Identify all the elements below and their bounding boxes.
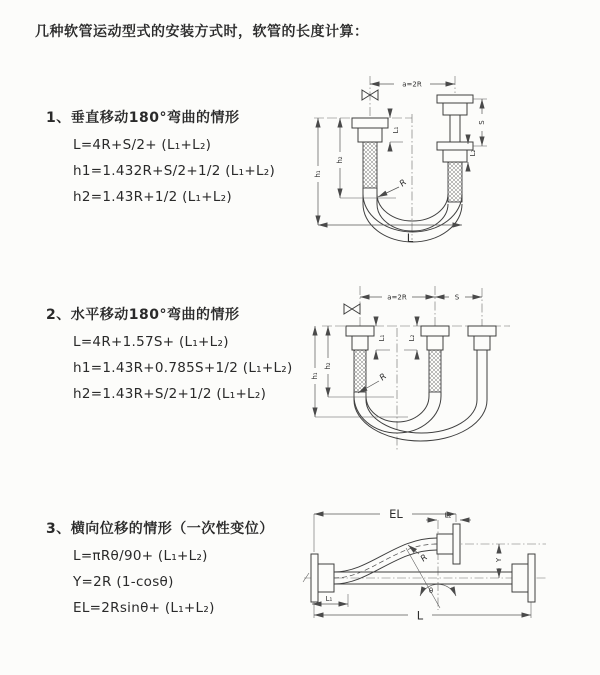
dimension-lines: [312, 507, 531, 623]
formula-h1: h1=1.43R+0.785S+1/2 (L₁+L₂): [73, 360, 293, 376]
dim-label-h2: h₂: [324, 362, 332, 370]
dim-label-l: L: [416, 608, 424, 623]
dim-label-theta: θ: [428, 587, 434, 595]
braided-sections: [354, 350, 441, 392]
dim-label-y: Y: [495, 557, 503, 563]
section-horizontal-movement: [46, 305, 293, 412]
formula-length: L=4R+S/2+ (L₁+L₂): [73, 137, 212, 153]
dim-label-h2: h₂: [336, 156, 344, 164]
dim-label-l2: L₂: [408, 334, 416, 342]
page-title: 几种软管运动型式的安装方式时，软管的长度计算：: [35, 24, 369, 40]
formula-el: EL=2Rsinθ+ (L₁+L₂): [73, 600, 215, 616]
dim-label-r: R: [397, 177, 409, 190]
dim-label-s: S: [478, 120, 486, 125]
section-heading: 2、水平移动180°弯曲的情形: [46, 307, 240, 323]
formula-h2: h2=1.43R+S/2+1/2 (L₁+L₂): [73, 386, 267, 402]
dim-label-l2: L₂: [444, 511, 452, 520]
section-lateral-displacement: [46, 519, 274, 626]
dim-label-r: R: [377, 371, 389, 384]
dim-label-l2: L₂: [469, 149, 477, 157]
hose-u-bend: [354, 372, 487, 441]
valve-icon: [344, 304, 360, 314]
formula-length: L=4R+1.57S+ (L₁+L₂): [73, 334, 229, 350]
dim-label-el: EL: [389, 507, 403, 521]
dim-label-s: S: [454, 293, 460, 302]
diagram-horizontal-180-bend: [300, 280, 600, 460]
dim-label-r: R: [418, 552, 430, 565]
formula-length: L=πRθ/90+ (L₁+L₂): [73, 548, 208, 564]
dim-label-a2r: a=2R: [387, 293, 407, 302]
dim-label-l1: L₁: [378, 334, 386, 342]
section-vertical-movement: [46, 108, 275, 215]
centerlines: [322, 286, 510, 452]
centerlines: [303, 520, 546, 610]
dimension-lines: [311, 294, 482, 418]
dim-label-a2r: a=2R: [402, 80, 422, 89]
diagram-vertical-180-bend: [300, 70, 600, 260]
section-heading: 3、横向位移的情形（一次性变位）: [46, 521, 274, 537]
formula-h2: h2=1.43R+1/2 (L₁+L₂): [73, 189, 232, 205]
dim-label-h1: h₁: [314, 170, 322, 178]
dim-label-l1: L₁: [392, 126, 400, 134]
dim-label-h1: h₁: [311, 372, 319, 380]
formula-y: Y=2R (1-cosθ): [73, 574, 174, 590]
dim-label-l: L: [406, 231, 414, 245]
section-heading: 1、垂直移动180°弯曲的情形: [46, 110, 240, 126]
flanges: [346, 326, 496, 372]
dim-label-l1: L₁: [325, 595, 333, 603]
diagram-lateral-displacement: [300, 500, 600, 660]
formula-h1: h1=1.432R+S/2+1/2 (L₁+L₂): [73, 163, 276, 179]
